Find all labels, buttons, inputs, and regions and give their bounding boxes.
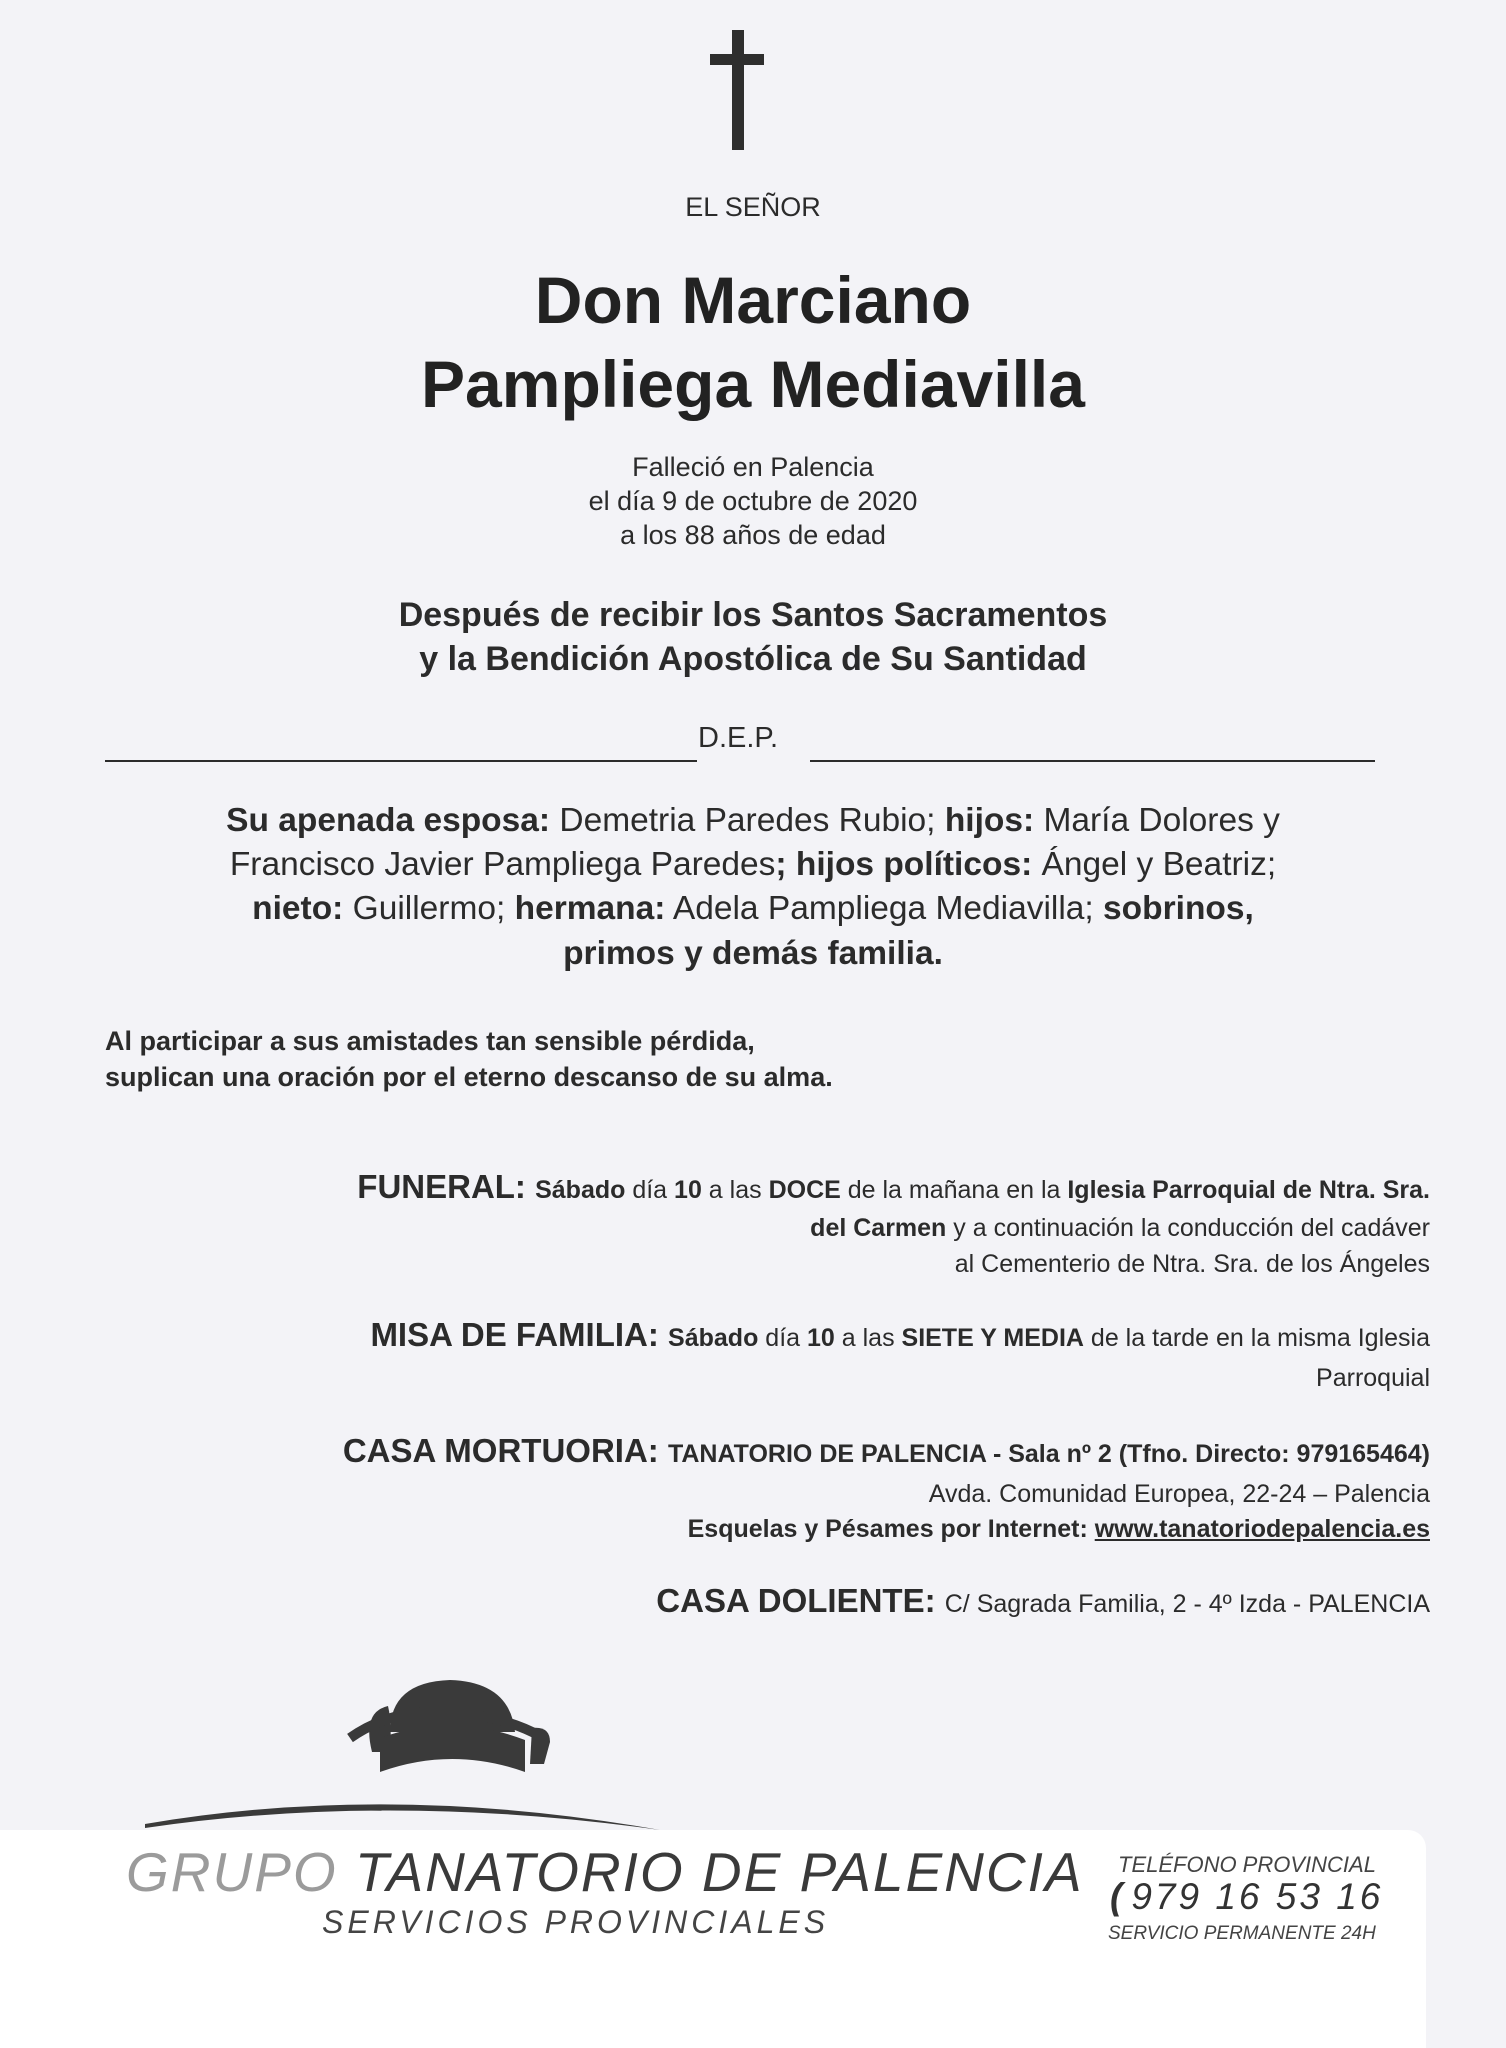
misa-day: Sábado [668, 1324, 759, 1352]
participation-line1: Al participar a sus amistades tan sensible pérdida, [105, 1026, 755, 1056]
funeral-line2 [810, 1214, 1430, 1243]
family-line4: primos y demás familia. [563, 935, 943, 972]
death-age: a los 88 años de edad [620, 520, 886, 550]
casa-doliente-address: C/ Sagrada Familia, 2 - 4º Izda - PALENCIA [944, 1590, 1430, 1618]
tanatorio-logo-icon [140, 1672, 680, 1842]
funeral-text: y a continuación la conducción del cadáver [946, 1214, 1430, 1242]
family-member: Francisco Javier Pampliega Paredes [229, 846, 776, 883]
misa-line2: Parroquial [1316, 1364, 1430, 1392]
phone-label: TELÉFONO PROVINCIAL [1118, 1852, 1376, 1877]
deceased-name-line1: Don Marciano [534, 263, 972, 337]
family-line3 [0, 890, 1506, 928]
sacraments-line1: Después de recibir los Santos Sacramentos [398, 596, 1108, 634]
misa-label: MISA DE FAMILIA: [370, 1316, 669, 1353]
misa-text: a las [834, 1324, 902, 1352]
misa-text: día [758, 1324, 807, 1352]
family-role: hermana: [514, 890, 666, 927]
family-line2 [0, 846, 1506, 884]
family-member: Demetria Paredes Rubio; [550, 802, 945, 839]
funeral-line3: al Cementerio de Ntra. Sra. de los Ángeles [954, 1250, 1430, 1278]
family-line1 [0, 802, 1506, 840]
misa-text: de la tarde en la misma Iglesia [1083, 1324, 1430, 1352]
funeral-label: FUNERAL: [357, 1168, 536, 1205]
divider-left [105, 760, 697, 762]
internet-label: Esquelas y Pésames por Internet: [687, 1515, 1095, 1543]
sacraments-line2: y la Bendición Apostólica de Su Santidad [419, 640, 1087, 678]
funeral-day: Sábado [535, 1176, 626, 1204]
casa-mortuoria-label: CASA MORTUORIA: [342, 1432, 668, 1469]
funeral-church: del Carmen [810, 1214, 947, 1242]
family-role: Su apenada esposa: [226, 802, 551, 839]
brand-subtitle: SERVICIOS PROVINCIALES [322, 1904, 830, 1940]
funeral-date-number: 10 [674, 1176, 702, 1204]
family-role: nieto: [252, 890, 344, 927]
divider-right [810, 760, 1375, 762]
phone-row [1110, 1876, 1383, 1918]
phone-number: 979 16 53 16 [1131, 1876, 1384, 1917]
casa-mortuoria-internet [688, 1515, 1430, 1544]
casa-mortuoria-venue: TANATORIO DE PALENCIA - Sala nº 2 (Tfno. Directo: 979165464) [667, 1440, 1430, 1468]
family-member: Adela Pampliega Mediavilla; [665, 890, 1104, 927]
title-prefix: EL SEÑOR [685, 192, 821, 222]
casa-doliente-label: CASA DOLIENTE: [656, 1582, 945, 1619]
casa-mortuoria-address: Avda. Comunidad Europea, 22-24 – Palencia [928, 1480, 1430, 1508]
family-member: María Dolores y [1034, 802, 1280, 839]
death-place: Falleció en Palencia [632, 452, 874, 482]
website-link[interactable]: www.tanatoriodepalencia.es [1094, 1515, 1430, 1543]
funeral-church: Iglesia Parroquial de Ntra. Sra. [1067, 1176, 1430, 1204]
funeral-text: a las [701, 1176, 769, 1204]
misa-line1 [370, 1316, 1430, 1354]
funeral-text: de la mañana en la [840, 1176, 1068, 1204]
family-member: Guillermo; [343, 890, 515, 927]
family-member: Ángel y Beatriz; [1032, 846, 1277, 883]
funeral-text: día [625, 1176, 675, 1204]
misa-time: SIETE Y MEDIA [901, 1324, 1084, 1352]
latin-cross-icon [710, 30, 764, 150]
misa-date-number: 10 [807, 1324, 835, 1352]
deceased-name-line2: Pampliega Mediavilla [421, 347, 1085, 421]
service-label: SERVICIO PERMANENTE 24H [1108, 1923, 1376, 1944]
dep-label: D.E.P. [698, 722, 779, 754]
family-role: sobrinos, [1103, 890, 1254, 927]
brand-grupo: GRUPO [126, 1841, 338, 1903]
family-role: hijos: [944, 802, 1035, 839]
casa-mortuoria-line1 [343, 1432, 1430, 1470]
casa-doliente-line [656, 1582, 1430, 1620]
funeral-time: DOCE [768, 1176, 841, 1204]
phone-icon: ( [1110, 1876, 1126, 1917]
brand-name [126, 1840, 1084, 1904]
family-role: ; hijos políticos: [775, 846, 1033, 883]
participation-line2: suplican una oración por el eterno descanso de su alma. [105, 1062, 833, 1092]
death-date: el día 9 de octubre de 2020 [588, 486, 918, 516]
brand-tanatorio: TANATORIO DE PALENCIA [337, 1841, 1084, 1903]
funeral-line1 [357, 1168, 1430, 1206]
